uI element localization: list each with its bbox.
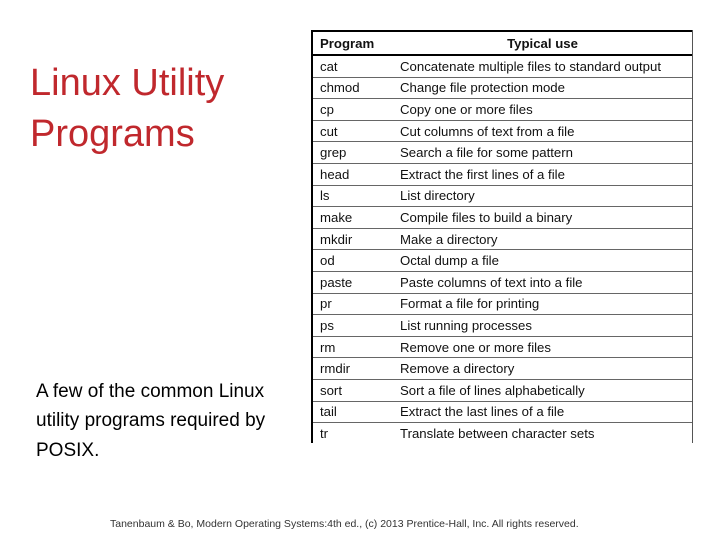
typical-use-cell: Translate between character sets [400, 425, 595, 441]
program-name-cell: cut [313, 120, 393, 142]
program-name-cell: mkdir [313, 228, 393, 250]
typical-use-cell: Paste columns of text into a file [393, 271, 692, 293]
table-row [313, 207, 692, 229]
table-header-row [313, 31, 692, 55]
utility-programs-table [313, 30, 692, 444]
typical-use-cell: Extract the first lines of a file [393, 163, 692, 185]
typical-use-cell: Copy one or more files [393, 99, 692, 121]
typical-use-cell: Format a file for printing [393, 293, 692, 315]
table-row [313, 423, 692, 444]
program-name-cell: pr [313, 293, 393, 315]
program-name-cell: ps [313, 315, 393, 337]
table-row [313, 185, 692, 207]
table-row [313, 293, 692, 315]
typical-use-cell: Sort a file of lines alphabetically [393, 379, 692, 401]
table-row [313, 315, 692, 337]
typical-use-cell: Search a file for some pattern [393, 142, 692, 164]
table-row [313, 142, 692, 164]
program-name-cell: cat [313, 55, 393, 77]
typical-use-cell: List directory [393, 185, 692, 207]
table-body [313, 55, 692, 444]
table-row [313, 401, 692, 423]
program-name-cell: tr [320, 425, 329, 441]
table-row [313, 163, 692, 185]
typical-use-cell: Extract the last lines of a file [393, 401, 692, 423]
table-row [313, 250, 692, 272]
table-row [313, 358, 692, 380]
program-name-cell: grep [313, 142, 393, 164]
program-name-cell: ls [313, 185, 393, 207]
program-name-cell: cp [313, 99, 393, 121]
typical-use-cell: Compile files to build a binary [393, 207, 692, 229]
program-name-cell: tail [313, 401, 393, 423]
typical-use-cell: Concatenate multiple files to standard output [393, 55, 692, 77]
program-name-cell: sort [313, 379, 393, 401]
program-name-cell: od [313, 250, 393, 272]
column-header-typical-use: Typical use [393, 31, 692, 55]
slide-footer: Tanenbaum & Bo, Modern Operating Systems:4th ed., (c) 2013 Prentice-Hall, Inc. All rights reserved. [110, 518, 579, 530]
program-name-cell: chmod [313, 77, 393, 99]
typical-use-cell: Octal dump a file [393, 250, 692, 272]
program-name-cell: head [313, 163, 393, 185]
typical-use-cell: Make a directory [393, 228, 692, 250]
table-row [313, 336, 692, 358]
table-row [313, 77, 692, 99]
table-row [313, 228, 692, 250]
table-row [313, 99, 692, 121]
typical-use-cell: Remove a directory [393, 358, 692, 380]
program-name-cell: rmdir [313, 358, 393, 380]
typical-use-cell: Remove one or more files [393, 336, 692, 358]
table-row [313, 120, 692, 142]
utility-programs-table-container [311, 30, 693, 443]
program-name-cell: rm [313, 336, 393, 358]
table-row [313, 55, 692, 77]
table-row [313, 271, 692, 293]
typical-use-cell: List running processes [393, 315, 692, 337]
typical-use-cell: Change file protection mode [393, 77, 692, 99]
slide-caption: A few of the common Linux utility programs required by POSIX. [36, 381, 266, 461]
table-header [313, 31, 692, 55]
program-name-cell: make [313, 207, 393, 229]
program-name-cell: paste [313, 271, 393, 293]
table-row [313, 379, 692, 401]
slide-title: Linux Utility Programs [30, 62, 225, 155]
column-header-program: Program [313, 31, 393, 55]
typical-use-cell: Cut columns of text from a file [393, 120, 692, 142]
